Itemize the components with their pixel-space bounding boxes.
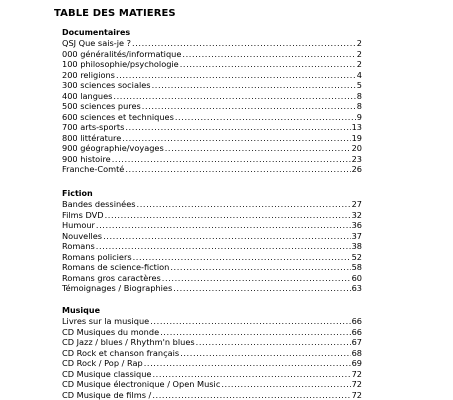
toc-entry-page: 52 bbox=[351, 251, 362, 262]
toc-entry bbox=[62, 358, 362, 369]
dot-leader bbox=[125, 122, 350, 133]
dot-leader bbox=[96, 241, 351, 252]
toc-entry-label: Livres sur la musique bbox=[62, 316, 150, 326]
dot-leader bbox=[113, 91, 355, 102]
dot-leader bbox=[152, 390, 350, 400]
toc-entry-page: 8 bbox=[356, 90, 362, 101]
toc-entry-label: CD Musique électronique / Open Music bbox=[62, 379, 221, 389]
toc-entry-label: Romans bbox=[62, 241, 95, 251]
toc-entry bbox=[62, 390, 362, 400]
section-documentaires bbox=[62, 28, 362, 175]
toc-entry bbox=[62, 101, 362, 112]
toc-entry bbox=[62, 262, 362, 273]
toc-entry-page: 26 bbox=[351, 164, 362, 174]
toc-entry bbox=[62, 220, 362, 231]
toc-entry bbox=[62, 337, 362, 348]
toc-entry bbox=[62, 80, 362, 91]
toc-entry-label: CD Rock / Pop / Rap bbox=[62, 358, 143, 368]
dot-leader bbox=[165, 143, 351, 154]
toc-entry-label: 700 arts-sports bbox=[62, 122, 125, 132]
toc-entry-page: 13 bbox=[351, 122, 362, 132]
toc-entry-page: 2 bbox=[356, 48, 362, 59]
toc-entry-label: CD Musiques du monde bbox=[62, 326, 160, 337]
toc-entry bbox=[62, 369, 362, 380]
toc-entry-page: 72 bbox=[351, 389, 362, 400]
toc-entry bbox=[62, 38, 362, 49]
toc-entry-page: 69 bbox=[351, 358, 362, 368]
toc-entry-page: 2 bbox=[356, 38, 362, 48]
toc-entry bbox=[62, 112, 362, 123]
toc-entry-page: 8 bbox=[356, 101, 362, 111]
toc-entry bbox=[62, 59, 362, 70]
toc-entry-page: 38 bbox=[351, 241, 362, 251]
toc-entry bbox=[62, 164, 362, 175]
dot-leader bbox=[152, 80, 356, 91]
toc-entry-page: 58 bbox=[351, 262, 362, 272]
toc-entry-label: 600 sciences et techniques bbox=[62, 111, 174, 122]
toc-entry-page: 63 bbox=[351, 283, 362, 293]
toc-entry bbox=[62, 316, 362, 327]
dot-leader bbox=[103, 231, 351, 242]
toc-entry-label: Témoignages / Biographies bbox=[62, 283, 173, 293]
toc-entry bbox=[62, 379, 362, 390]
toc-entry bbox=[62, 199, 362, 210]
toc-entry-page: 37 bbox=[351, 230, 362, 241]
toc-entry-label: Films DVD bbox=[62, 209, 104, 220]
toc-entry bbox=[62, 252, 362, 263]
toc-entry-label: 100 philosophie/psychologie bbox=[62, 59, 179, 69]
toc-entry bbox=[62, 210, 362, 221]
dot-leader bbox=[132, 38, 356, 49]
toc-entry-page: 72 bbox=[351, 379, 362, 389]
toc-entry bbox=[62, 283, 362, 294]
dot-leader bbox=[152, 369, 350, 380]
toc-entry-page: 32 bbox=[351, 209, 362, 220]
toc-entry-label: Romans de science-fiction bbox=[62, 262, 170, 272]
toc-entry-page: 60 bbox=[351, 272, 362, 283]
toc-entry bbox=[62, 91, 362, 102]
dot-leader bbox=[144, 358, 351, 369]
toc-entry-label: Romans policiers bbox=[62, 251, 132, 262]
toc-entry bbox=[62, 143, 362, 154]
dot-leader bbox=[180, 348, 350, 359]
dot-leader bbox=[116, 70, 356, 81]
toc-entry-label: 500 sciences pures bbox=[62, 101, 141, 111]
dot-leader bbox=[170, 262, 350, 273]
toc-entry-label: CD Jazz / blues / Rhythm'n blues bbox=[62, 337, 195, 347]
section-heading: Fiction bbox=[62, 189, 93, 198]
toc-entry bbox=[62, 241, 362, 252]
toc-entry bbox=[62, 327, 362, 338]
toc-list bbox=[62, 316, 362, 400]
toc-entry-label: 900 géographie/voyages bbox=[62, 143, 164, 153]
toc-entry-label: 200 religions bbox=[62, 69, 115, 80]
toc-entry-page: 67 bbox=[351, 337, 362, 347]
dot-leader bbox=[150, 316, 350, 327]
section-musique bbox=[62, 306, 362, 400]
toc-entry-label: CD Rock et chanson français bbox=[62, 347, 180, 358]
dot-leader bbox=[142, 101, 356, 112]
dot-leader bbox=[160, 327, 350, 338]
section-heading: Musique bbox=[62, 306, 101, 315]
toc-entry-page: 4 bbox=[356, 69, 362, 80]
toc-entry bbox=[62, 122, 362, 133]
toc-entry-page: 27 bbox=[351, 199, 362, 209]
page-title: TABLE DES MATIERES bbox=[54, 8, 176, 19]
dot-leader bbox=[221, 379, 350, 390]
toc-entry-label: Romans gros caractères bbox=[62, 272, 161, 283]
toc-entry-page: 2 bbox=[356, 59, 362, 69]
toc-entry-label: QSJ Que sais-je ? bbox=[62, 38, 131, 48]
toc-entry-page: 66 bbox=[351, 316, 362, 326]
toc-entry-page: 36 bbox=[351, 220, 362, 230]
toc-entry bbox=[62, 49, 362, 60]
toc-entry-page: 9 bbox=[356, 111, 362, 122]
toc-entry bbox=[62, 133, 362, 144]
toc-entry-page: 20 bbox=[351, 143, 362, 153]
toc-entry bbox=[62, 70, 362, 81]
dot-leader bbox=[175, 112, 356, 123]
toc-entry bbox=[62, 231, 362, 242]
toc-entry-label: Franche-Comté bbox=[62, 164, 125, 174]
toc-entry-label: Nouvelles bbox=[62, 230, 103, 241]
dot-leader bbox=[196, 337, 351, 348]
dot-leader bbox=[137, 199, 351, 210]
toc-entry-label: 900 histoire bbox=[62, 153, 111, 164]
toc-entry-label: 400 langues bbox=[62, 90, 113, 101]
toc-entry-label: CD Musique de films / bbox=[62, 389, 152, 400]
toc-entry-page: 5 bbox=[356, 80, 362, 90]
section-heading: Documentaires bbox=[62, 28, 131, 37]
dot-leader bbox=[173, 283, 350, 294]
toc-entry-label: 300 sciences sociales bbox=[62, 80, 151, 90]
toc-entry-label: CD Musique classique bbox=[62, 368, 152, 379]
toc-entry-label: 000 généralités/informatique bbox=[62, 48, 182, 59]
dot-leader bbox=[105, 210, 351, 221]
dot-leader bbox=[122, 133, 350, 144]
toc-entry-page: 23 bbox=[351, 153, 362, 164]
dot-leader bbox=[162, 273, 351, 284]
toc-entry bbox=[62, 273, 362, 284]
dot-leader bbox=[182, 49, 355, 60]
toc-entry bbox=[62, 348, 362, 359]
toc-entry bbox=[62, 154, 362, 165]
toc-list bbox=[62, 199, 362, 294]
toc-list bbox=[62, 38, 362, 175]
toc-entry-label: 800 littérature bbox=[62, 132, 122, 143]
toc-entry-page: 19 bbox=[351, 132, 362, 143]
dot-leader bbox=[125, 164, 350, 175]
section-fiction bbox=[62, 189, 362, 294]
toc-entry-label: Bandes dessinées bbox=[62, 199, 136, 209]
toc-entry-page: 66 bbox=[351, 326, 362, 337]
dot-leader bbox=[96, 220, 351, 231]
dot-leader bbox=[180, 59, 356, 70]
toc-entry-page: 72 bbox=[351, 368, 362, 379]
toc-entry-label: Humour bbox=[62, 220, 95, 230]
toc-entry-page: 68 bbox=[351, 347, 362, 358]
dot-leader bbox=[133, 252, 351, 263]
dot-leader bbox=[112, 154, 351, 165]
